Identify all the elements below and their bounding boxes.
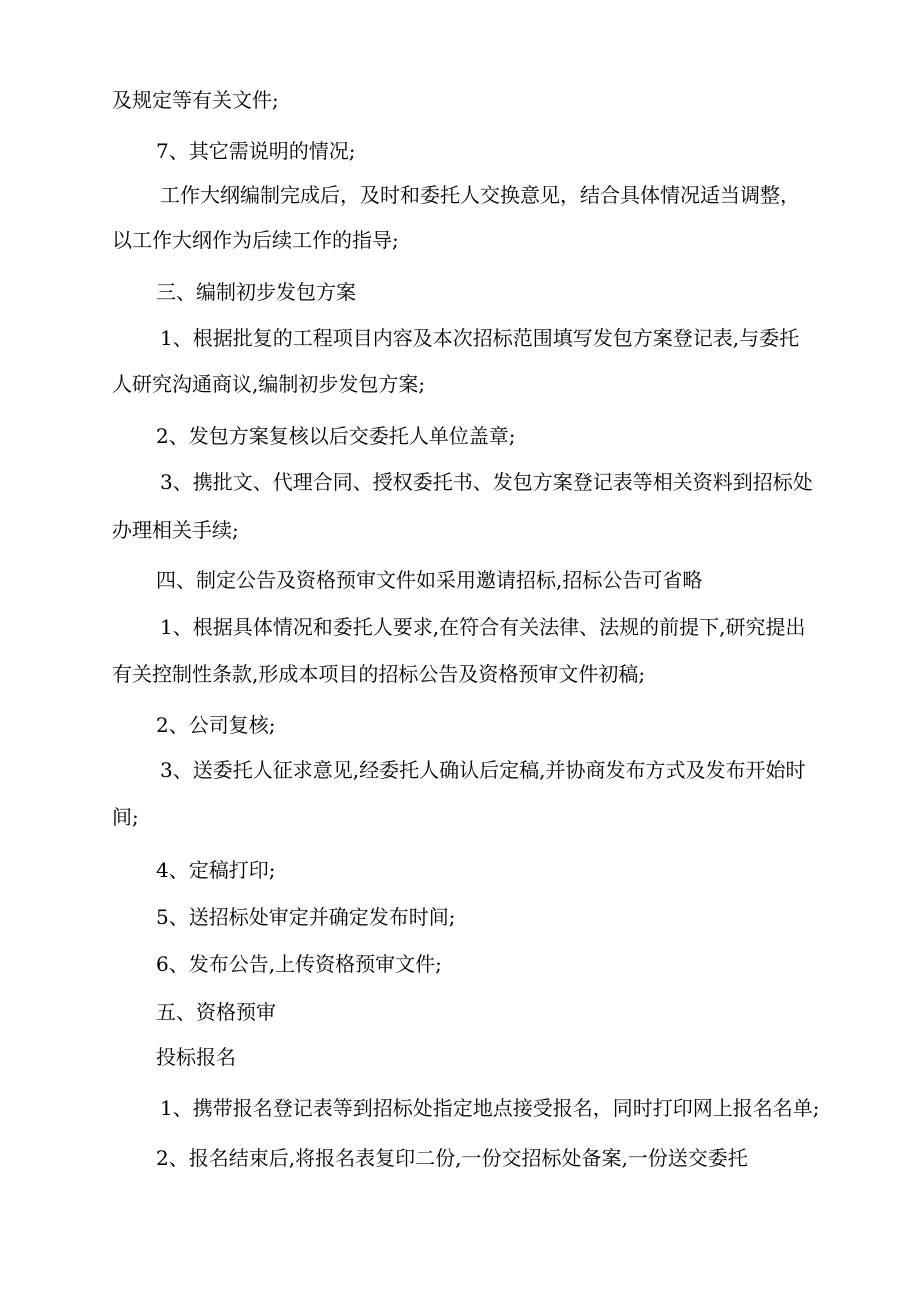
text-line: 1、携带报名登记表等到招标处指定地点接受报名，同时打印网上报名名单; bbox=[160, 1096, 820, 1120]
text-line: 1、根据具体情况和委托人要求,在符合有关法律、法规的前提下,研究提出 bbox=[160, 615, 806, 639]
text-line: 间; bbox=[112, 805, 139, 829]
text-line: 6、发布公告,上传资格预审文件; bbox=[156, 952, 442, 976]
text-line: 有关控制性条款,形成本项目的招标公告及资格预审文件初稿; bbox=[112, 662, 646, 686]
section-heading: 五、资格预审 bbox=[156, 1000, 276, 1024]
text-line: 3、送委托人征求意见,经委托人确认后定稿,并协商发布方式及发布开始时 bbox=[160, 758, 806, 782]
text-line: 7、其它需说明的情况; bbox=[156, 139, 356, 163]
text-line: 2、发包方案复核以后交委托人单位盖章; bbox=[156, 424, 516, 448]
text-line: 工作大纲编制完成后，及时和委托人交换意见，结合具体情况适当调整， bbox=[160, 183, 800, 207]
section-heading: 四、制定公告及资格预审文件如采用邀请招标,招标公告可省略 bbox=[156, 568, 703, 592]
text-line: 5、送招标处审定并确定发布时间; bbox=[156, 905, 456, 929]
section-heading: 三、编制初步发包方案 bbox=[156, 280, 356, 304]
text-line: 3、携批文、代理合同、授权委托书、发包方案登记表等相关资料到招标处 bbox=[160, 470, 813, 494]
text-line: 以工作大纲作为后续工作的指导; bbox=[112, 228, 399, 252]
text-line: 及规定等有关文件; bbox=[112, 88, 279, 112]
subsection-heading: 投标报名 bbox=[156, 1045, 236, 1069]
text-line: 1、根据批复的工程项目内容及本次招标范围填写发包方案登记表,与委托 bbox=[160, 326, 800, 350]
text-line: 人研究沟通商议,编制初步发包方案; bbox=[112, 372, 426, 396]
text-line: 2、公司复核; bbox=[156, 713, 276, 737]
text-line: 办理相关手续; bbox=[112, 518, 239, 542]
text-line: 2、报名结束后,将报名表复印二份,一份交招标处备案,一份送交委托 bbox=[156, 1146, 748, 1170]
text-line: 4、定稿打印; bbox=[156, 858, 276, 882]
